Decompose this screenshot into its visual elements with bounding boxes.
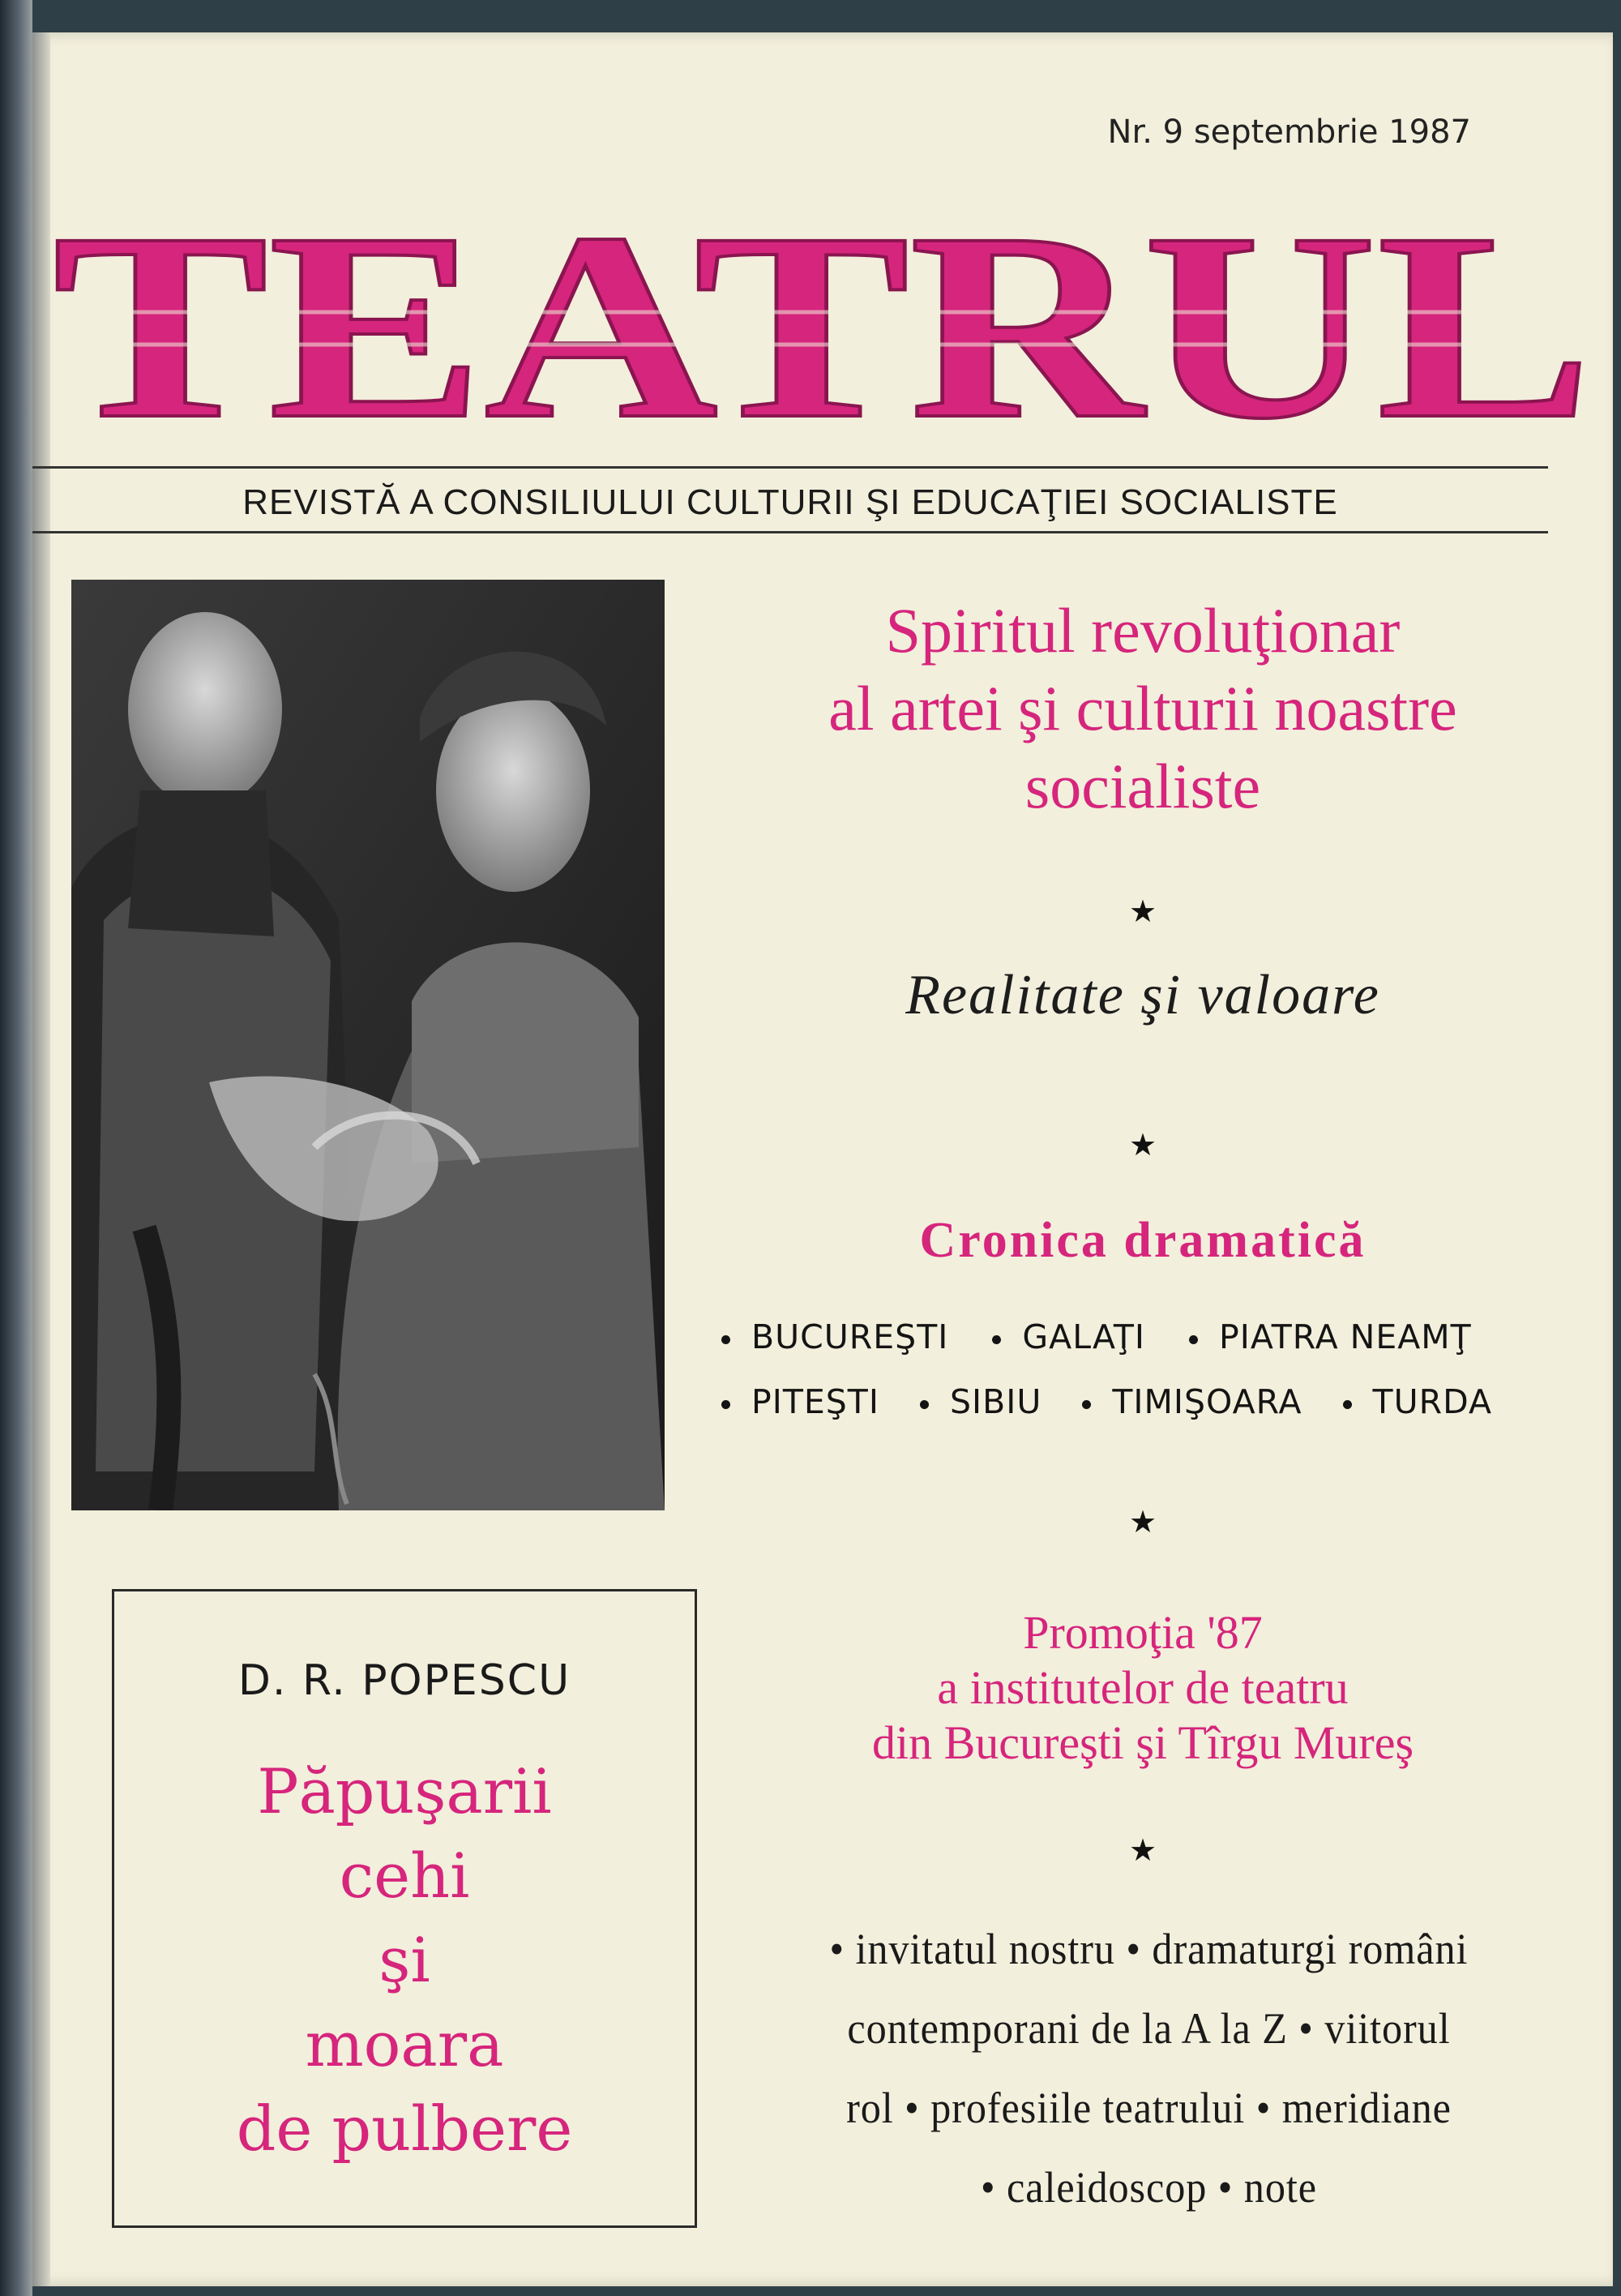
headline-line: a institutelor de teatru bbox=[937, 1661, 1349, 1714]
magazine-cover bbox=[32, 32, 1613, 2286]
headline-line: din Bucureşti şi Tîrgu Mureş bbox=[871, 1716, 1414, 1769]
bullet-dot bbox=[721, 1335, 730, 1344]
masthead-logo bbox=[32, 191, 1613, 458]
topics-line: • caleidoscop • note bbox=[981, 2163, 1317, 2212]
play-title-line: moara bbox=[305, 2008, 504, 2080]
city-label: BUCUREŞTI bbox=[751, 1317, 949, 1356]
play-title bbox=[114, 1750, 695, 2171]
magazine-subtitle: REVISTĂ A CONSILIULUI CULTURII ŞI EDUCAŢIEI SOCIALISTE bbox=[242, 482, 1338, 522]
book-binding bbox=[0, 0, 32, 2296]
theatre-photo bbox=[71, 580, 665, 1510]
city-label: GALAŢI bbox=[1022, 1317, 1145, 1356]
featured-play-box bbox=[112, 1589, 697, 2228]
star-separator: ★ bbox=[1128, 1832, 1157, 1868]
topics-list bbox=[747, 1909, 1550, 2227]
topics-line: rol • profesiile teatrului • meridiane bbox=[846, 2084, 1452, 2132]
headline-promotia bbox=[697, 1605, 1589, 1771]
headline-line: al artei şi culturii noastre bbox=[828, 673, 1457, 743]
cities-row-2 bbox=[721, 1382, 1580, 1421]
headline-realitate: Realitate şi valoare bbox=[905, 964, 1380, 1026]
cities-row-1 bbox=[721, 1317, 1580, 1356]
topics-line: contemporani de la A la Z • viitorul bbox=[847, 2004, 1451, 2053]
star-separator: ★ bbox=[1128, 1127, 1157, 1163]
author-name: D. R. POPESCU bbox=[237, 1656, 571, 1705]
bullet-dot bbox=[1082, 1400, 1091, 1409]
city-label: TIMIŞOARA bbox=[1112, 1382, 1302, 1421]
topics-line: • invitatul nostru • dramaturgi români bbox=[829, 1925, 1469, 1973]
play-title-line: cehi bbox=[339, 1840, 470, 1912]
rule-bottom bbox=[32, 531, 1548, 533]
city-label: TURDA bbox=[1372, 1382, 1492, 1421]
play-title-line: de pulbere bbox=[236, 2093, 573, 2165]
bullet-dot bbox=[920, 1400, 929, 1409]
play-title-line: şi bbox=[379, 1924, 430, 1996]
star-separator: ★ bbox=[1128, 1504, 1157, 1540]
city-label: PITEŞTI bbox=[751, 1382, 879, 1421]
headline-line: Spiritul revoluţionar bbox=[885, 595, 1401, 666]
bullet-dot bbox=[1189, 1335, 1198, 1344]
rule-top bbox=[32, 466, 1548, 469]
bullet-dot bbox=[721, 1400, 730, 1409]
headline-line: Promoţia '87 bbox=[1023, 1606, 1263, 1659]
headline-line: socialiste bbox=[1024, 751, 1261, 821]
play-title-line: Păpuşarii bbox=[257, 1755, 552, 1827]
issue-line: Nr. 9 septembrie 1987 bbox=[1107, 114, 1471, 151]
bullet-dot bbox=[992, 1335, 1001, 1344]
star-separator: ★ bbox=[1128, 893, 1157, 929]
city-label: PIATRA NEAMŢ bbox=[1219, 1317, 1472, 1356]
headline-spiritul bbox=[697, 592, 1589, 825]
city-label: SIBIU bbox=[949, 1382, 1042, 1421]
masthead-title: TEATRUL bbox=[53, 191, 1593, 458]
bullet-dot bbox=[1343, 1400, 1352, 1409]
headline-cronica: Cronica dramatică bbox=[919, 1213, 1367, 1268]
masthead bbox=[32, 191, 1613, 458]
